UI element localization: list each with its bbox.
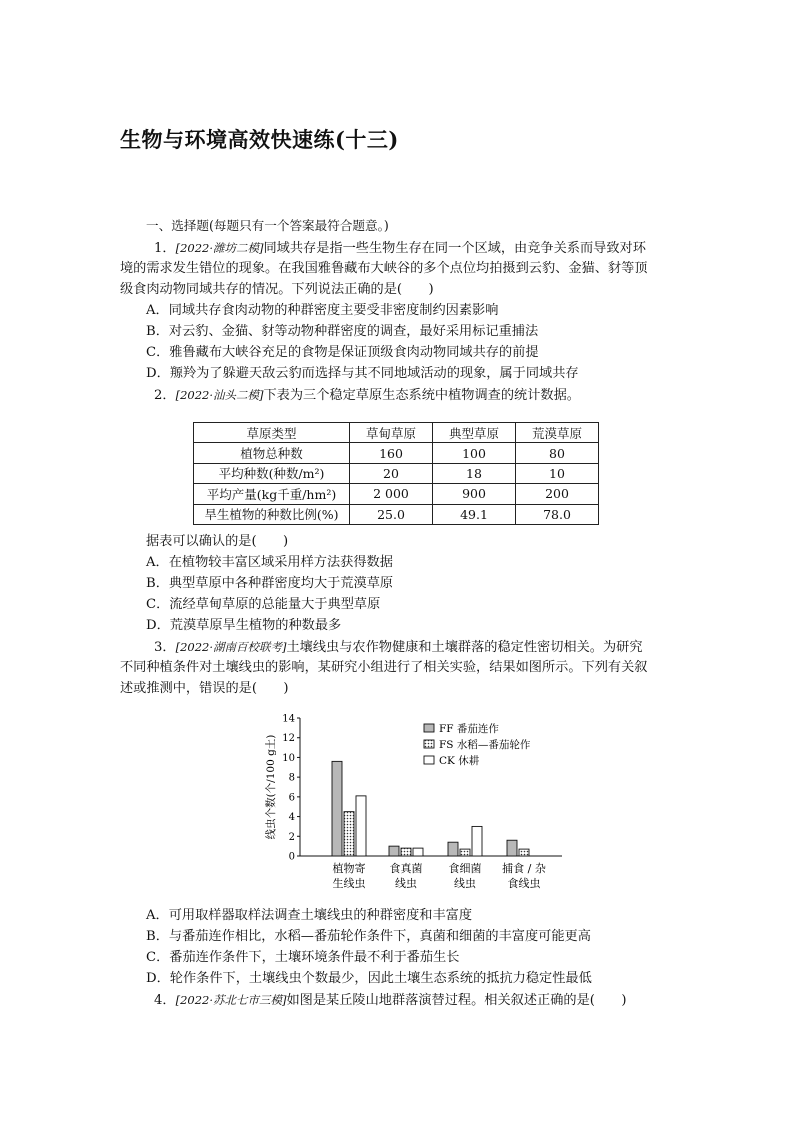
bar — [519, 849, 529, 856]
q3-option-b: B．与番茄连作相比，水稻—番茄轮作条件下，真菌和细菌的丰富度可能更高 — [146, 929, 591, 944]
table-cell: 100 — [433, 443, 516, 463]
table-cell: 旱生植物的种数比例(%) — [194, 504, 350, 524]
x-tick-label: 线虫 — [454, 877, 476, 890]
table-cell: 80 — [516, 443, 599, 463]
q3-line2: 不同种植条件对土壤线虫的影响，某研究小组进行了相关实验，结果如图所示。下列有关叙 — [120, 660, 648, 675]
table-row — [194, 504, 599, 524]
table-cell: 18 — [433, 463, 516, 483]
table-cell: 25.0 — [350, 504, 433, 524]
q2-source-tag: [2022·汕头二模] — [175, 388, 264, 402]
q4-source-tag: [2022·苏北七市三模] — [175, 993, 287, 1007]
x-tick-label: 植物寄 — [332, 862, 366, 875]
q1-option-d: D．羱羚为了躲避天敌云豹而选择与其不同地域活动的现象，属于同域共存 — [146, 366, 579, 381]
q1-line1: 1．[2022·潍坊二模]同域共存是指一些生物生存在同一个区域，由竞争关系而导致对环 — [154, 241, 646, 256]
q1-option-b: B．对云豹、金猫、豺等动物种群密度的调查，最好采用标记重捕法 — [146, 324, 539, 339]
table-header-cell: 荒漠草原 — [516, 423, 599, 443]
legend-label: CK 休耕 — [439, 755, 480, 767]
grassland-table — [193, 422, 599, 525]
table-header-cell: 草甸草原 — [350, 423, 433, 443]
q2-option-d: D．荒漠草原旱生植物的种数最多 — [146, 618, 342, 633]
x-tick-label: 线虫 — [395, 877, 417, 890]
q4-line1: 4．[2022·苏北七市三模]如图是某丘陵山地群落演替过程。相关叙述正确的是( ) — [154, 993, 627, 1008]
q1-option-a: A．同域共存食肉动物的种群密度主要受非密度制约因素影响 — [146, 303, 499, 318]
x-tick-label: 生线虫 — [332, 877, 366, 890]
x-tick-label: 捕食 / 杂 — [502, 862, 546, 875]
table-cell: 平均种数(种数/m²) — [194, 463, 350, 483]
table-cell: 78.0 — [516, 504, 599, 524]
y-tick-label: 10 — [282, 752, 295, 764]
bar — [389, 846, 399, 856]
q3-source-tag: [2022·湖南百校联考] — [175, 640, 287, 654]
q3-option-d: D．轮作条件下，土壤线虫个数最少，因此土壤生态系统的抵抗力稳定性最低 — [146, 971, 592, 986]
x-tick-label: 食线虫 — [507, 877, 541, 890]
table-cell: 200 — [516, 484, 599, 504]
q1-line3: 级食肉动物同域共存的情况。下列说法正确的是( ) — [120, 282, 434, 297]
bar — [472, 826, 482, 856]
q3-line3: 述或推测中，错误的是( ) — [120, 681, 289, 696]
legend-swatch — [424, 740, 434, 748]
y-tick-label: 8 — [288, 772, 295, 784]
bar — [332, 761, 342, 856]
table-cell: 49.1 — [433, 504, 516, 524]
table-cell: 植物总种数 — [194, 443, 350, 463]
table-row — [194, 484, 599, 504]
bar — [344, 812, 354, 856]
table-cell: 20 — [350, 463, 433, 483]
table-row — [194, 443, 599, 463]
legend-label: FS 水稻—番茄轮作 — [439, 739, 531, 751]
bar — [460, 849, 470, 856]
q2-option-b: B．典型草原中各种群密度均大于荒漠草原 — [146, 576, 394, 591]
bar — [413, 848, 423, 856]
table-cell: 10 — [516, 463, 599, 483]
table-cell: 160 — [350, 443, 433, 463]
table-row — [194, 463, 599, 483]
y-tick-label: 12 — [282, 733, 295, 745]
y-tick-label: 6 — [288, 792, 295, 804]
table-cell: 900 — [433, 484, 516, 504]
q2-option-c: C．流经草甸草原的总能量大于典型草原 — [146, 597, 381, 612]
q1-option-c: C．雅鲁藏布大峡谷充足的食物是保证顶级食肉动物同域共存的前提 — [146, 345, 539, 360]
q1-line2: 境的需求发生错位的现象。在我国雅鲁藏布大峡谷的多个点位均拍摄到云豹、金猫、豺等顶 — [120, 261, 648, 276]
table-header-cell: 草原类型 — [194, 423, 350, 443]
section-heading: 一、选择题(每题只有一个答案最符合题意。) — [146, 218, 389, 233]
nematode-bar-chart — [262, 712, 582, 897]
bar — [448, 842, 458, 856]
page-title: 生物与环境高效快速练(十三) — [120, 127, 399, 152]
table-header-row — [194, 423, 599, 443]
y-tick-label: 14 — [282, 713, 295, 725]
q3-option-c: C．番茄连作条件下，土壤环境条件最不利于番茄生长 — [146, 950, 460, 965]
legend-swatch — [424, 756, 434, 764]
bar — [401, 848, 411, 856]
legend-label: FF 番茄连作 — [439, 723, 499, 735]
table-cell: 2 000 — [350, 484, 433, 504]
y-tick-label: 0 — [288, 851, 295, 863]
bar — [356, 796, 366, 856]
q3-option-a: A．可用取样器取样法调查土壤线虫的种群密度和丰富度 — [146, 908, 473, 923]
q1-source-tag: [2022·潍坊二模] — [175, 241, 264, 255]
y-tick-label: 4 — [288, 812, 295, 824]
bar — [507, 840, 517, 856]
x-tick-label: 食细菌 — [448, 862, 482, 875]
q2-line1: 2．[2022·汕头二模]下表为三个稳定草原生态系统中植物调查的统计数据。 — [154, 388, 580, 403]
y-axis-label: 线虫个数(个/100 g土) — [265, 734, 277, 840]
x-tick-label: 食真菌 — [389, 862, 423, 875]
legend-swatch — [424, 724, 434, 732]
q3-line1: 3．[2022·湖南百校联考]土壤线虫与农作物健康和土壤群落的稳定性密切相关。为研究 — [154, 640, 643, 655]
q2-option-a: A．在植物较丰富区域采用样方法获得数据 — [146, 555, 393, 570]
table-cell: 平均产量(kg千重/hm²) — [194, 484, 350, 504]
table-header-cell: 典型草原 — [433, 423, 516, 443]
q2-stem: 据表可以确认的是( ) — [146, 534, 289, 549]
y-tick-label: 2 — [288, 831, 295, 843]
